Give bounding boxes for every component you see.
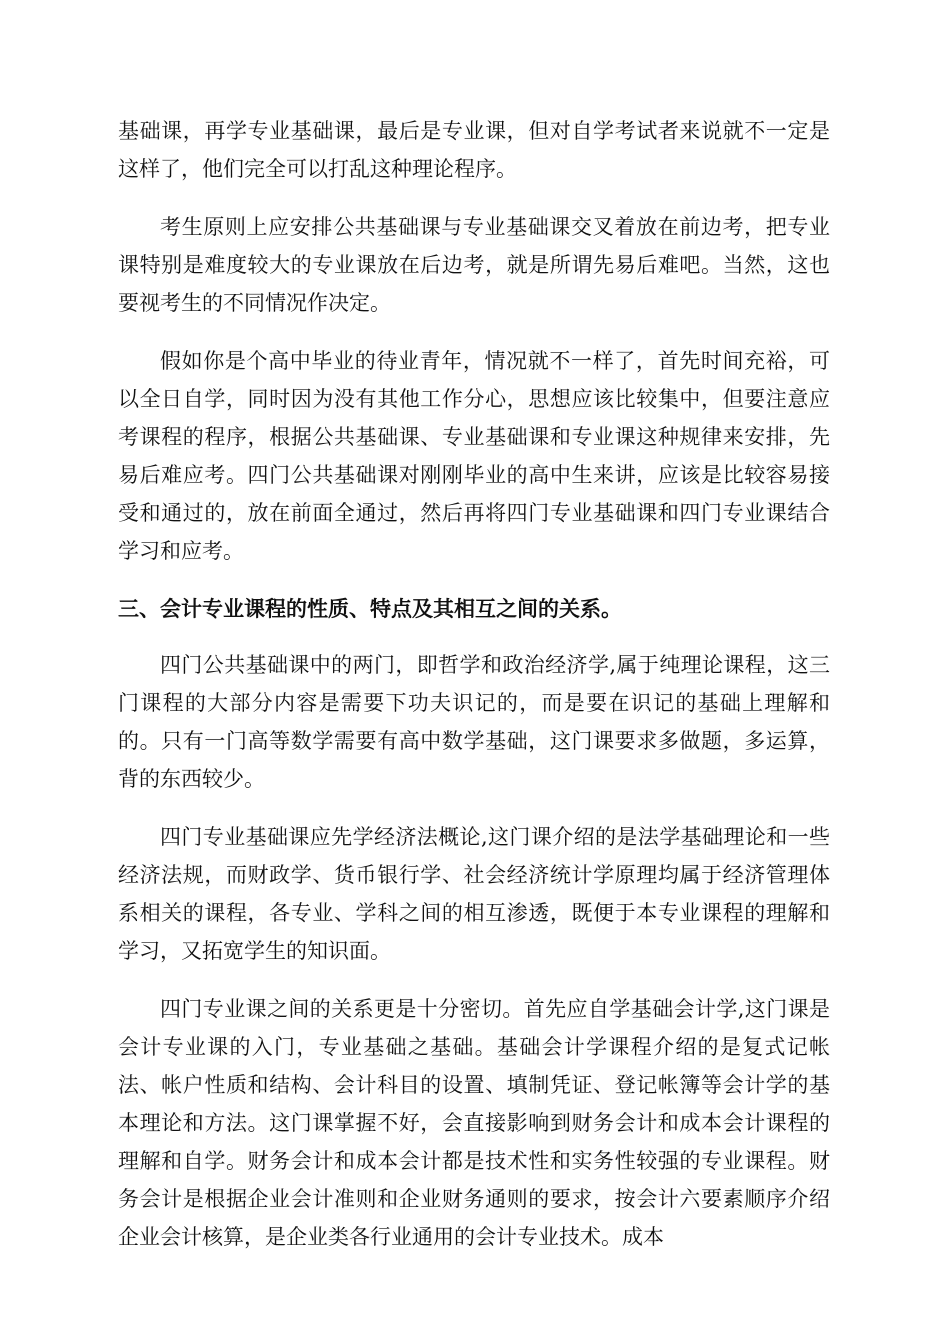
paragraph: 考生原则上应安排公共基础课与专业基础课交叉着放在前边考，把专业课特别是难度较大的专业课放在后边考，就是所谓先易后难吧。当然，这也要视考生的不同情况作决定。 [118,215,830,315]
paragraph: 四门公共基础课中的两门，即哲学和政治经济学,属于纯理论课程，这三门课程的大部分内容是需要下功夫识记的，而是要在识记的基础上理解和的。只有一门高等数学需要有高中数学基础，这门课要求多做题，多运算，背的东西较少。 [118,653,830,791]
document-page [118,112,830,1276]
paragraph: 假如你是个高中毕业的待业青年，情况就不一样了，首先时间充裕，可以全日自学，同时因为没有其他工作分心，思想应该比较集中，但要注意应考课程的程序，根据公共基础课、专业基础课和专业课这种规律来安排，先易后难应考。四门公共基础课对刚刚毕业的高中生来讲，应该是比较容易接受和通过的，放在前面全通过，然后再将四门专业基础课和四门专业课结合学习和应考。 [118,349,830,563]
paragraph: 四门专业课之间的关系更是十分密切。首先应自学基础会计学,这门课是会计专业课的入门，专业基础之基础。基础会计学课程介绍的是复式记帐法、帐户性质和结构、会计科目的设置、填制凭证、登记帐簿等会计学的基本理论和方法。这门课掌握不好，会直接影响到财务会计和成本会计课程的理解和自学。财务会计和成本会计都是技术性和实务性较强的专业课程。财务会计是根据企业会计准则和企业财务通则的要求，按会计六要素顺序介绍企业会计核算，是企业类各行业通用的会计专业技术。成本 [118,997,830,1249]
paragraph: 基础课，再学专业基础课，最后是专业课，但对自学考试者来说就不一定是这样了，他们完全可以打乱这种理论程序。 [118,119,830,181]
paragraph: 四门专业基础课应先学经济法概论,这门课介绍的是法学基础理论和一些经济法规，而财政学、货币银行学、社会经济统计学原理均属于经济管理体系相关的课程，各专业、学科之间的相互渗透，既便于本专业课程的理解和学习，又拓宽学生的知识面。 [118,825,830,963]
section-heading: 三、会计专业课程的性质、特点及其相互之间的关系。 [118,597,622,621]
